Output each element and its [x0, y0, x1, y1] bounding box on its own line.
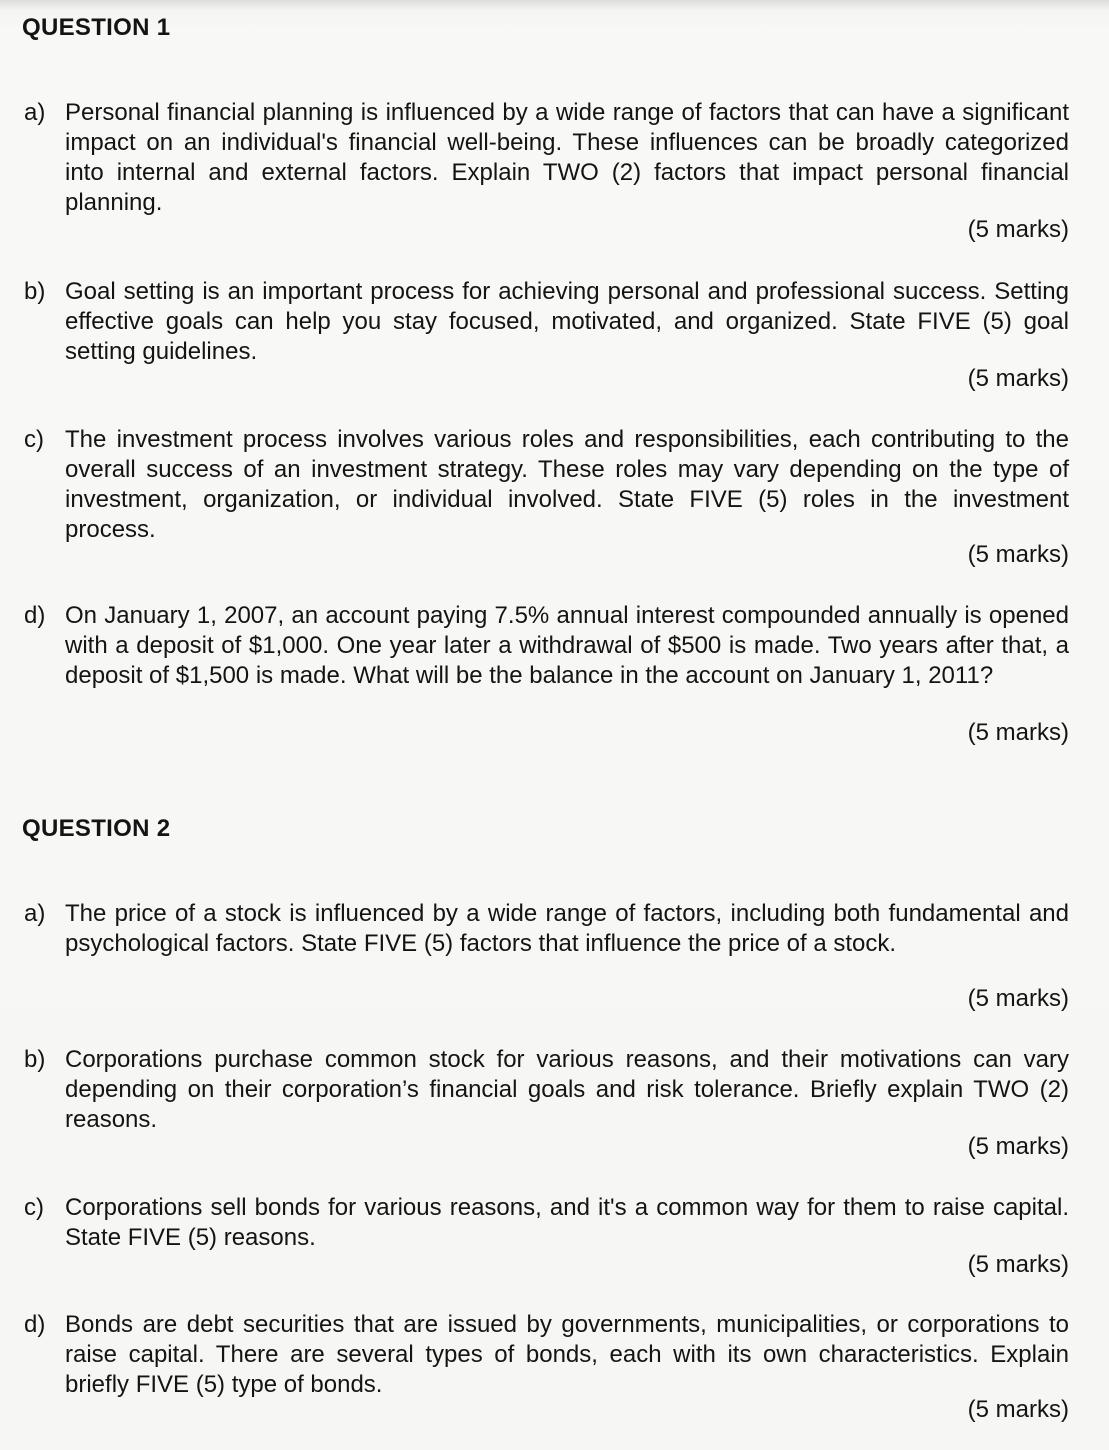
item-marks: (5 marks) — [967, 985, 1069, 1012]
item-letter: a) — [24, 900, 46, 927]
item-marks: (5 marks) — [967, 1133, 1069, 1160]
item-text: On January 1, 2007, an account paying 7.5% annual interest compounded annually is opened with a deposit of $1,000. One year later a withdrawal of $500 is made. Two years after that, a deposit of $1,500 is made. What will be the balance in the account on January 1, 2011? — [65, 602, 1069, 689]
item-letter: b) — [24, 278, 46, 305]
question-1-item-b — [24, 277, 1069, 392]
item-text: Corporations sell bonds for various reasons, and it's a common way for them to raise capital. State FIVE (5) reasons. — [65, 1194, 1069, 1251]
item-marks: (5 marks) — [967, 216, 1069, 243]
item-marks: (5 marks) — [967, 365, 1069, 392]
item-letter: d) — [24, 602, 46, 629]
question-2-item-d — [24, 1310, 1069, 1423]
item-text: Corporations purchase common stock for various reasons, and their motivations can vary depending on their corporation’s financial goals and risk tolerance. Briefly explain TWO (2) reasons. — [65, 1046, 1069, 1133]
question-1-item-d — [24, 601, 1069, 746]
item-text: The price of a stock is influenced by a wide range of factors, including both fundamental and psychological factors. State FIVE (5) factors that influence the price of a stock. — [65, 900, 1069, 957]
question-2-title: QUESTION 2 — [22, 815, 171, 842]
item-marks: (5 marks) — [967, 719, 1069, 746]
item-letter: a) — [24, 99, 46, 126]
question-2-item-b — [24, 1045, 1069, 1160]
item-marks: (5 marks) — [967, 1251, 1069, 1278]
question-2-item-a — [24, 899, 1069, 1012]
question-2-item-c — [24, 1193, 1069, 1278]
question-1-item-c — [24, 425, 1069, 568]
item-text: The investment process involves various roles and responsibilities, each contributing to the overall success of an investment strategy. These roles may vary depending on the type of investment, organization, or individual involved. State FIVE (5) roles in the investment process. — [65, 426, 1069, 543]
item-marks: (5 marks) — [967, 541, 1069, 568]
item-letter: c) — [24, 426, 44, 453]
item-letter: d) — [24, 1311, 46, 1338]
item-text: Goal setting is an important process for achieving personal and professional success. Setting effective goals can help you stay focused, motivated, and organized. State FIVE (5) goal setting guidelines. — [65, 278, 1069, 365]
question-1-item-a — [24, 98, 1069, 243]
item-letter: b) — [24, 1046, 46, 1073]
item-text: Bonds are debt securities that are issued by governments, municipalities, or corporations to raise capital. There are several types of bonds, each with its own characteristics. Explain briefly FIVE (5) type of bonds. — [65, 1311, 1069, 1398]
question-1-title: QUESTION 1 — [22, 14, 171, 41]
item-marks: (5 marks) — [967, 1396, 1069, 1423]
item-text: Personal financial planning is influenced by a wide range of factors that can have a significant impact on an individual's financial well-being. These influences can be broadly categorized into internal and external factors. Explain TWO (2) factors that impact personal financial planning. — [65, 99, 1069, 216]
item-letter: c) — [24, 1194, 44, 1221]
